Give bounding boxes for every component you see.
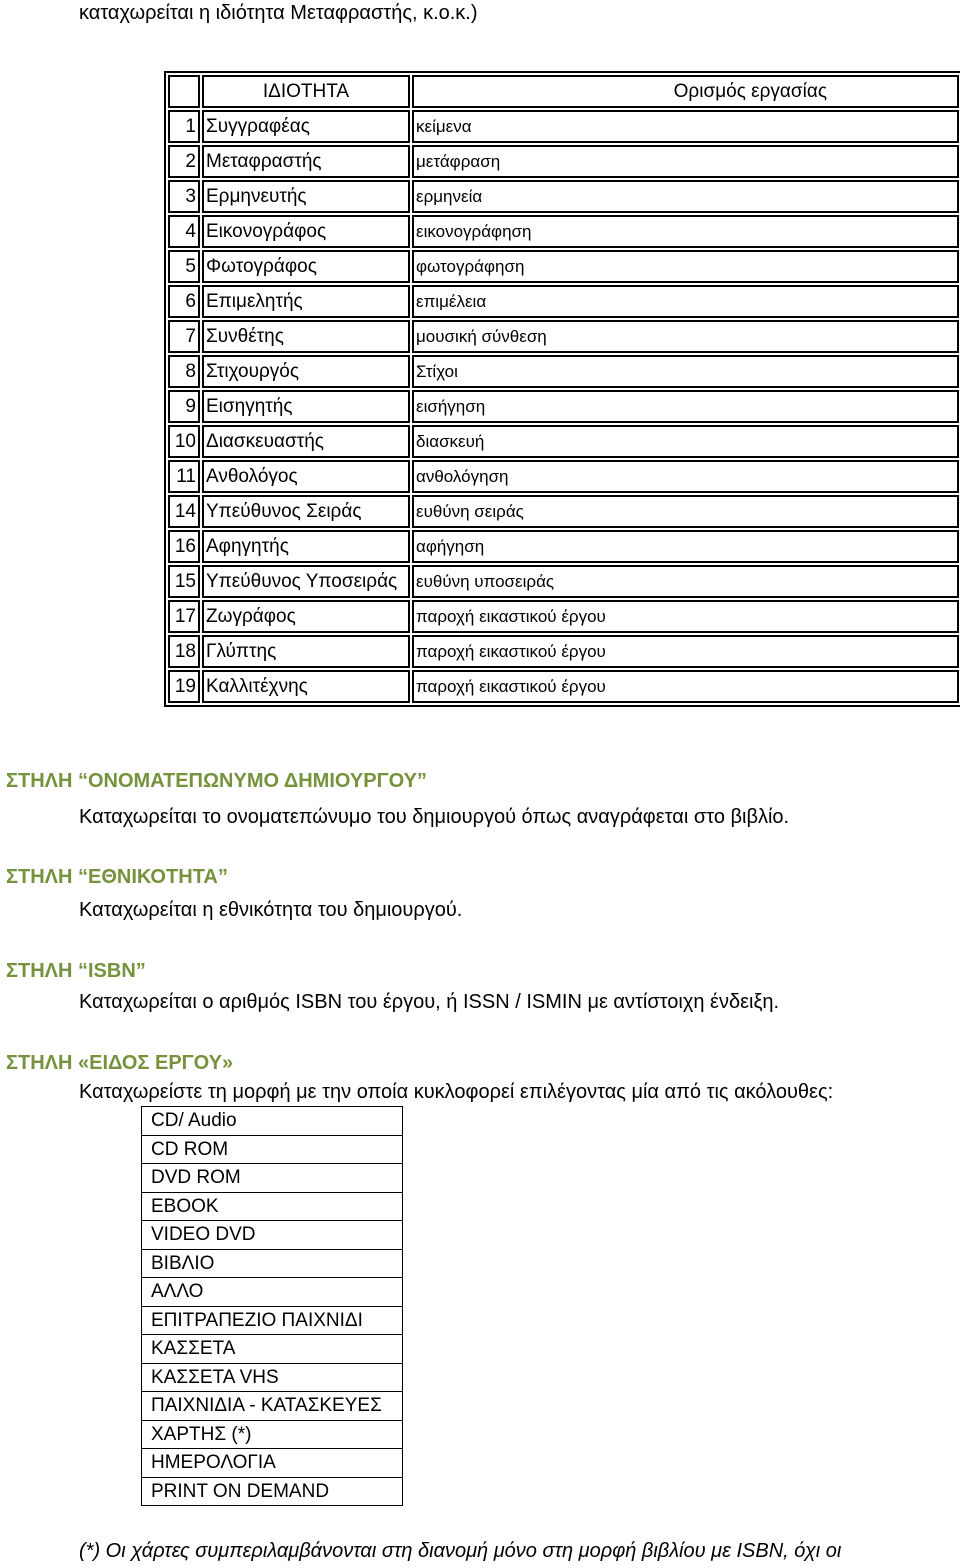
role-def-cell: ανθολόγηση <box>412 460 959 493</box>
table-row <box>168 250 959 283</box>
role-num-cell: 10 <box>168 425 200 458</box>
table-row <box>168 530 959 563</box>
table-row <box>168 635 959 668</box>
footnote: (*) Οι χάρτες συμπεριλαμβάνονται στη διανομή μόνο στη μορφή βιβλίου με ISBN, όχι οι <box>79 1540 842 1562</box>
header-num-cell <box>168 75 200 108</box>
role-name-cell: Υπεύθυνος Υποσειράς <box>202 565 410 598</box>
section-title-nationality: ΣΤΗΛΗ “ΕΘΝΙΚΟΤΗΤΑ” <box>6 866 228 888</box>
section-text-name: Καταχωρείται το ονοματεπώνυμο του δημιουργού όπως αναγράφεται στο βιβλίο. <box>79 806 790 828</box>
table-row <box>168 495 959 528</box>
role-name-cell: Εισηγητής <box>202 390 410 423</box>
section-title-type: ΣΤΗΛΗ «ΕΙΔΟΣ ΕΡΓΟΥ» <box>6 1052 234 1074</box>
role-name-cell: Μεταφραστής <box>202 145 410 178</box>
intro-text: καταχωρείται η ιδιότητα Μεταφραστής, κ.ο.κ.) <box>79 2 478 24</box>
list-item <box>142 1192 403 1221</box>
role-num-cell: 17 <box>168 600 200 633</box>
role-def-cell: φωτογράφηση <box>412 250 959 283</box>
work-type-cell: ΑΛΛΟ <box>142 1278 403 1307</box>
role-def-cell: επιμέλεια <box>412 285 959 318</box>
roles-table <box>164 71 960 707</box>
list-item <box>142 1335 403 1364</box>
header-def-cell: Ορισμός εργασίας <box>412 75 959 108</box>
role-name-cell: Φωτογράφος <box>202 250 410 283</box>
list-item <box>142 1392 403 1421</box>
role-def-cell: ερμηνεία <box>412 180 959 213</box>
role-def-cell: εισήγηση <box>412 390 959 423</box>
role-def-cell: μετάφραση <box>412 145 959 178</box>
table-row <box>168 145 959 178</box>
role-def-cell: εικονογράφηση <box>412 215 959 248</box>
work-type-cell: ΗΜΕΡΟΛΟΓΙΑ <box>142 1449 403 1478</box>
list-item <box>142 1164 403 1193</box>
role-name-cell: Διασκευαστής <box>202 425 410 458</box>
table-row <box>168 355 959 388</box>
role-num-cell: 1 <box>168 110 200 143</box>
work-type-cell: ΠΑΙΧΝΙΔΙΑ - ΚΑΤΑΣΚΕΥΕΣ <box>142 1392 403 1421</box>
list-item <box>142 1363 403 1392</box>
work-type-cell: VIDEO DVD <box>142 1221 403 1250</box>
work-type-cell: ΒΙΒΛΙΟ <box>142 1249 403 1278</box>
section-text-isbn: Καταχωρείται ο αριθμός ISBN του έργου, ή ISSN / ISMIN με αντίστοιχη ένδειξη. <box>79 991 780 1013</box>
section-text-nationality: Καταχωρείται η εθνικότητα του δημιουργού. <box>79 899 463 921</box>
role-num-cell: 19 <box>168 670 200 703</box>
role-num-cell: 9 <box>168 390 200 423</box>
list-item <box>142 1278 403 1307</box>
section-text-type: Καταχωρείστε τη μορφή με την οποία κυκλοφορεί επιλέγοντας μία από τις ακόλουθες: <box>79 1081 834 1103</box>
role-num-cell: 3 <box>168 180 200 213</box>
role-name-cell: Συγγραφέας <box>202 110 410 143</box>
role-num-cell: 5 <box>168 250 200 283</box>
table-row <box>168 285 959 318</box>
role-num-cell: 15 <box>168 565 200 598</box>
section-title-isbn: ΣΤΗΛΗ “ISBN” <box>6 960 146 982</box>
table-row <box>168 390 959 423</box>
role-name-cell: Ερμηνευτής <box>202 180 410 213</box>
list-item <box>142 1306 403 1335</box>
work-type-cell: PRINT ON DEMAND <box>142 1477 403 1506</box>
work-type-cell: DVD ROM <box>142 1164 403 1193</box>
table-row <box>168 670 959 703</box>
list-item <box>142 1420 403 1449</box>
role-num-cell: 8 <box>168 355 200 388</box>
list-item <box>142 1221 403 1250</box>
list-item <box>142 1135 403 1164</box>
table-row <box>168 110 959 143</box>
role-def-cell: παροχή εικαστικού έργου <box>412 600 959 633</box>
role-def-cell: μουσική σύνθεση <box>412 320 959 353</box>
work-type-cell: CD/ Audio <box>142 1107 403 1136</box>
role-name-cell: Υπεύθυνος Σειράς <box>202 495 410 528</box>
role-def-cell: αφήγηση <box>412 530 959 563</box>
role-def-cell: ευθύνη υποσειράς <box>412 565 959 598</box>
role-def-cell: κείμενα <box>412 110 959 143</box>
role-name-cell: Συνθέτης <box>202 320 410 353</box>
work-type-cell: ΚΑΣΣΕΤΑ VHS <box>142 1363 403 1392</box>
role-def-cell: ευθύνη σειράς <box>412 495 959 528</box>
role-num-cell: 6 <box>168 285 200 318</box>
role-name-cell: Ανθολόγος <box>202 460 410 493</box>
work-type-cell: ΕΠΙΤΡΑΠΕΖΙΟ ΠΑΙΧΝΙΔΙ <box>142 1306 403 1335</box>
table-row <box>168 320 959 353</box>
role-name-cell: Ζωγράφος <box>202 600 410 633</box>
role-def-cell: Στίχοι <box>412 355 959 388</box>
header-role-cell: ΙΔΙΟΤΗΤΑ <box>202 75 410 108</box>
role-def-cell: παροχή εικαστικού έργου <box>412 670 959 703</box>
role-name-cell: Αφηγητής <box>202 530 410 563</box>
role-num-cell: 2 <box>168 145 200 178</box>
table-row <box>168 460 959 493</box>
role-name-cell: Στιχουργός <box>202 355 410 388</box>
work-types-table <box>141 1106 403 1506</box>
work-type-cell: CD ROM <box>142 1135 403 1164</box>
role-def-cell: διασκευή <box>412 425 959 458</box>
table-row <box>168 180 959 213</box>
list-item <box>142 1449 403 1478</box>
table-row <box>168 215 959 248</box>
role-name-cell: Εικονογράφος <box>202 215 410 248</box>
role-name-cell: Επιμελητής <box>202 285 410 318</box>
role-num-cell: 11 <box>168 460 200 493</box>
role-def-cell: παροχή εικαστικού έργου <box>412 635 959 668</box>
work-type-cell: ΧΑΡΤΗΣ (*) <box>142 1420 403 1449</box>
role-num-cell: 16 <box>168 530 200 563</box>
role-num-cell: 7 <box>168 320 200 353</box>
list-item <box>142 1249 403 1278</box>
role-name-cell: Γλύπτης <box>202 635 410 668</box>
table-header-row <box>168 75 959 108</box>
role-num-cell: 14 <box>168 495 200 528</box>
role-num-cell: 4 <box>168 215 200 248</box>
list-item <box>142 1107 403 1136</box>
work-type-cell: EBOOK <box>142 1192 403 1221</box>
section-title-name: ΣΤΗΛΗ “ΟΝΟΜΑΤΕΠΩΝΥΜΟ ΔΗΜΙΟΥΡΓΟΥ” <box>6 770 427 792</box>
list-item <box>142 1477 403 1506</box>
work-type-cell: ΚΑΣΣΕΤΑ <box>142 1335 403 1364</box>
table-row <box>168 565 959 598</box>
role-name-cell: Καλλιτέχνης <box>202 670 410 703</box>
table-row <box>168 600 959 633</box>
table-row <box>168 425 959 458</box>
role-num-cell: 18 <box>168 635 200 668</box>
